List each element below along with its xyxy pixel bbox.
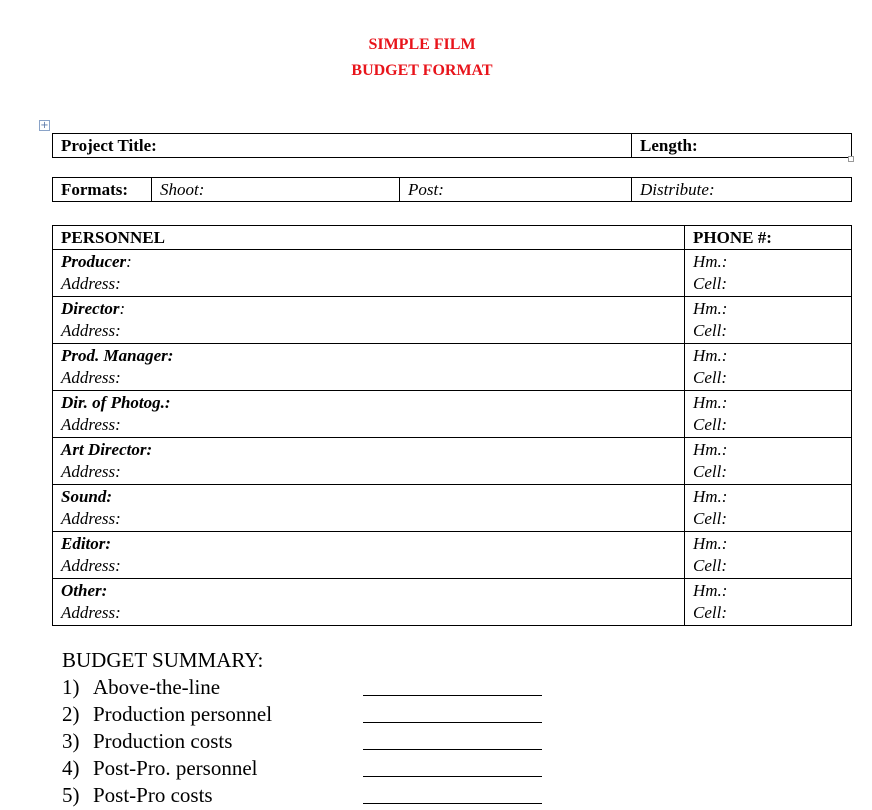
cell-phone-label: Cell: bbox=[693, 603, 727, 622]
personnel-cell[interactable] bbox=[53, 297, 685, 344]
table-row bbox=[53, 250, 852, 297]
address-label: Address: bbox=[61, 509, 121, 528]
amount-blank-line[interactable] bbox=[363, 803, 542, 804]
phone-header: PHONE #: bbox=[685, 226, 852, 250]
role-label: Art Director: bbox=[61, 440, 153, 459]
role-suffix: : bbox=[126, 252, 132, 271]
personnel-table bbox=[52, 225, 852, 626]
item-label: Post-Pro. personnel bbox=[93, 756, 258, 780]
role-label bbox=[61, 251, 676, 273]
item-number: 1) bbox=[62, 675, 80, 699]
amount-blank-line[interactable] bbox=[363, 749, 542, 750]
table-resize-handle[interactable] bbox=[848, 156, 854, 162]
cell-phone-label: Cell: bbox=[693, 509, 727, 528]
item-label: Post-Pro costs bbox=[93, 783, 213, 807]
home-phone-label: Hm.: bbox=[693, 393, 728, 412]
shoot-label: Shoot: bbox=[160, 180, 205, 199]
address-label: Address: bbox=[61, 462, 121, 481]
amount-blank-line[interactable] bbox=[363, 776, 542, 777]
distribute-cell[interactable] bbox=[632, 178, 852, 202]
post-label: Post: bbox=[408, 180, 444, 199]
phone-cell[interactable] bbox=[685, 438, 852, 485]
address-label: Address: bbox=[61, 274, 121, 293]
project-table bbox=[52, 133, 852, 158]
personnel-cell[interactable] bbox=[53, 391, 685, 438]
phone-cell[interactable] bbox=[685, 391, 852, 438]
item-number: 5) bbox=[62, 783, 80, 807]
length-cell[interactable] bbox=[632, 134, 852, 158]
home-phone-label: Hm.: bbox=[693, 346, 728, 365]
address-label: Address: bbox=[61, 415, 121, 434]
phone-cell[interactable] bbox=[685, 579, 852, 626]
budget-summary bbox=[62, 647, 662, 809]
personnel-header: PERSONNEL bbox=[53, 226, 685, 250]
table-row bbox=[53, 344, 852, 391]
item-label: Production personnel bbox=[93, 702, 273, 726]
role-label: Other: bbox=[61, 581, 108, 600]
home-phone-label: Hm.: bbox=[693, 581, 728, 600]
budget-summary-heading: BUDGET SUMMARY: bbox=[62, 648, 264, 672]
document-title bbox=[0, 32, 844, 84]
role-label bbox=[61, 298, 676, 320]
cell-phone-label: Cell: bbox=[693, 556, 727, 575]
home-phone-label: Hm.: bbox=[693, 440, 728, 459]
role-label: Sound: bbox=[61, 487, 113, 506]
item-label: Production costs bbox=[93, 729, 233, 753]
amount-blank-line[interactable] bbox=[363, 722, 542, 723]
table-row bbox=[53, 391, 852, 438]
home-phone-label: Hm.: bbox=[693, 299, 728, 318]
phone-cell[interactable] bbox=[685, 485, 852, 532]
table-row bbox=[53, 438, 852, 485]
item-number: 2) bbox=[62, 702, 80, 726]
item-label: Above-the-line bbox=[93, 675, 221, 699]
list-item bbox=[62, 728, 662, 755]
personnel-cell[interactable] bbox=[53, 344, 685, 391]
home-phone-label: Hm.: bbox=[693, 252, 728, 271]
role-label: Prod. Manager: bbox=[61, 346, 174, 365]
list-item bbox=[62, 782, 662, 809]
shoot-cell[interactable] bbox=[152, 178, 400, 202]
table-row bbox=[53, 532, 852, 579]
role-text: Director bbox=[61, 299, 120, 318]
cell-phone-label: Cell: bbox=[693, 321, 727, 340]
table-move-handle-icon[interactable]: + bbox=[40, 120, 49, 131]
phone-cell[interactable] bbox=[685, 532, 852, 579]
personnel-cell[interactable] bbox=[53, 485, 685, 532]
project-title-cell[interactable] bbox=[53, 134, 632, 158]
personnel-cell[interactable] bbox=[53, 250, 685, 297]
formats-label: Formats: bbox=[61, 180, 129, 199]
project-title-label: Project Title: bbox=[61, 136, 157, 155]
item-number: 4) bbox=[62, 756, 80, 780]
phone-cell[interactable] bbox=[685, 344, 852, 391]
personnel-cell[interactable] bbox=[53, 579, 685, 626]
home-phone-label: Hm.: bbox=[693, 534, 728, 553]
list-item bbox=[62, 674, 662, 701]
list-item bbox=[62, 755, 662, 782]
personnel-header-row bbox=[53, 226, 852, 250]
cell-phone-label: Cell: bbox=[693, 368, 727, 387]
title-line-2: BUDGET FORMAT bbox=[351, 62, 493, 79]
address-label: Address: bbox=[61, 321, 121, 340]
post-cell[interactable] bbox=[400, 178, 632, 202]
length-label: Length: bbox=[640, 136, 698, 155]
distribute-label: Distribute: bbox=[640, 180, 715, 199]
cell-phone-label: Cell: bbox=[693, 462, 727, 481]
role-label: Editor: bbox=[61, 534, 112, 553]
table-row bbox=[53, 297, 852, 344]
title-line-1: SIMPLE FILM bbox=[368, 36, 476, 53]
cell-phone-label: Cell: bbox=[693, 274, 727, 293]
personnel-cell[interactable] bbox=[53, 532, 685, 579]
home-phone-label: Hm.: bbox=[693, 487, 728, 506]
phone-cell[interactable] bbox=[685, 297, 852, 344]
personnel-cell[interactable] bbox=[53, 438, 685, 485]
role-suffix: : bbox=[119, 299, 126, 318]
item-number: 3) bbox=[62, 729, 80, 753]
formats-table bbox=[52, 177, 852, 202]
table-row bbox=[53, 485, 852, 532]
phone-cell[interactable] bbox=[685, 250, 852, 297]
list-item bbox=[62, 701, 662, 728]
role-text: Producer bbox=[61, 252, 127, 271]
address-label: Address: bbox=[61, 368, 121, 387]
formats-cell bbox=[53, 178, 152, 202]
address-label: Address: bbox=[61, 556, 121, 575]
amount-blank-line[interactable] bbox=[363, 695, 542, 696]
table-row bbox=[53, 579, 852, 626]
role-label: Dir. of Photog.: bbox=[61, 393, 171, 412]
address-label: Address: bbox=[61, 603, 121, 622]
cell-phone-label: Cell: bbox=[693, 415, 727, 434]
